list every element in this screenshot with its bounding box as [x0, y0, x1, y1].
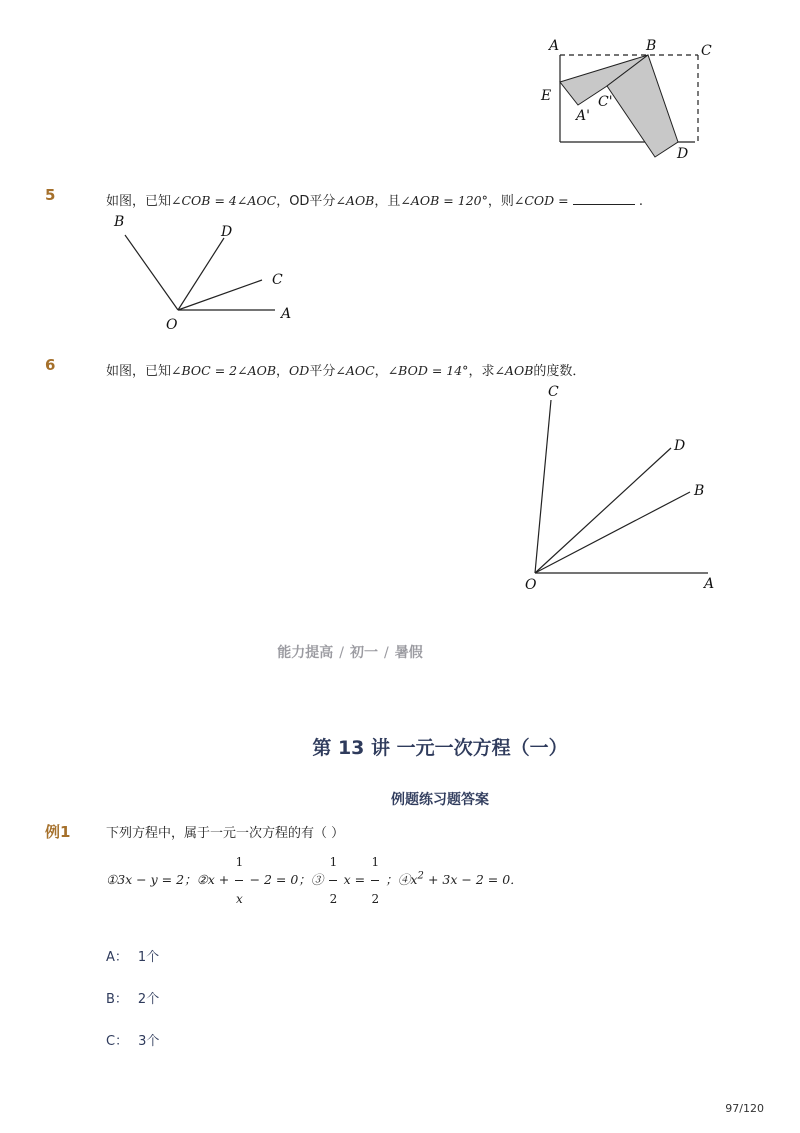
question-5-number: 5	[45, 186, 56, 204]
frac1-numerator: 1	[235, 855, 244, 869]
q6-math-3: ∠AOC	[335, 363, 375, 378]
q5-text-end: .	[638, 194, 644, 209]
breadcrumb-part-3: 暑假	[394, 645, 423, 661]
q5-ray-OB	[125, 235, 178, 310]
fold-label-E: E	[541, 88, 552, 104]
q5-text-mid3: ，则	[487, 194, 514, 209]
option-a-letter: A：	[106, 950, 128, 965]
option-b-value: 2个	[137, 992, 160, 1007]
breadcrumb-separator-1: /	[339, 645, 344, 661]
frac1-bar	[235, 880, 243, 881]
fold-label-C: C	[701, 43, 712, 59]
eq-part-4: ；④x	[385, 872, 418, 887]
q6-ray-OD	[535, 448, 671, 573]
q5-text-mid2: ，且	[374, 194, 401, 209]
q6-text-mid3: ，	[374, 364, 388, 379]
q5-label-C: C	[272, 272, 283, 288]
option-a-value: 1个	[137, 950, 160, 965]
eq-part-1: ①3x − y = 2；②x +	[106, 872, 230, 887]
q6-label-C: C	[548, 384, 559, 400]
example-1-question: 下列方程中，属于一元一次方程的有（ ）	[106, 826, 345, 841]
fold-label-D: D	[677, 146, 689, 162]
q6-text-mid4: ，求	[468, 364, 495, 379]
breadcrumb-part-2: 初一	[350, 645, 378, 661]
frac3-numerator: 1	[371, 855, 380, 869]
breadcrumb-part-1: 能力提高	[277, 645, 334, 661]
q6-label-B: B	[694, 483, 705, 499]
eq-part-2: − 2 = 0；③	[249, 872, 324, 887]
example-1-label: 例1	[45, 823, 71, 841]
q5-label-A: A	[281, 306, 292, 322]
q5-label-B: B	[114, 214, 125, 230]
option-c-value: 3个	[138, 1034, 160, 1049]
q6-ray-OC	[535, 400, 551, 573]
frac2-denominator: 2	[329, 892, 338, 906]
frac1-denominator: x	[236, 892, 243, 906]
frac3-denominator: 2	[371, 892, 380, 906]
q5-label-D: D	[221, 224, 233, 240]
q5-math-4: ∠COD =	[513, 193, 569, 208]
example-1-equations	[106, 856, 523, 905]
fold-label-A-prime: A'	[576, 108, 590, 124]
lecture-title: 第 13 讲 一元一次方程（一）	[312, 737, 568, 759]
fold-label-B: B	[646, 38, 657, 54]
eq-superscript: 2	[417, 870, 424, 882]
q6-label-A: A	[704, 576, 715, 592]
fraction-1-over-2-a	[329, 856, 337, 905]
q6-angle-figure	[515, 380, 725, 595]
eq-part-3: x =	[343, 872, 366, 887]
q5-ray-OD	[178, 238, 224, 310]
q6-math-1: ∠BOC = 2∠AOB	[171, 363, 277, 378]
fraction-1-over-2-b	[371, 856, 379, 905]
option-c-letter: C：	[106, 1034, 129, 1049]
option-b[interactable]	[106, 988, 159, 1007]
breadcrumb	[0, 642, 700, 662]
q6-math-2: OD	[289, 363, 310, 378]
q5-angle-figure	[100, 205, 310, 335]
q5-text-mid1: ，OD平分	[276, 194, 336, 209]
option-b-letter: B：	[106, 992, 128, 1007]
fold-figure	[530, 30, 730, 170]
q6-text-mid1: ，	[276, 364, 290, 379]
q6-label-D: D	[674, 438, 686, 454]
q6-text-mid2: 平分	[309, 364, 336, 379]
q6-math-4: ∠BOD = 14°	[387, 363, 469, 378]
option-c[interactable]	[106, 1030, 159, 1049]
option-a[interactable]	[106, 946, 159, 965]
fold-label-A: A	[549, 38, 560, 54]
question-6-number: 6	[45, 356, 56, 374]
q5-text-prefix: 如图，已知	[106, 194, 172, 209]
q6-text-end: 的度数．	[533, 364, 586, 379]
breadcrumb-separator-2: /	[384, 645, 389, 661]
q6-label-O: O	[525, 577, 537, 593]
section-title: 例题练习题答案	[391, 792, 489, 808]
frac2-bar	[329, 880, 337, 881]
frac2-numerator: 1	[329, 855, 338, 869]
q5-answer-blank	[573, 194, 635, 205]
fold-label-C-prime: C'	[598, 94, 613, 110]
q5-math-2: ∠AOB	[335, 193, 375, 208]
q6-ray-OB	[535, 492, 690, 573]
q5-label-O: O	[166, 317, 178, 333]
q5-math-1: ∠COB = 4∠AOC	[171, 193, 277, 208]
eq-part-5: + 3x − 2 = 0．	[427, 872, 523, 887]
q5-ray-OC	[178, 280, 262, 310]
question-6-text	[106, 360, 585, 379]
q6-math-5: ∠AOB	[494, 363, 534, 378]
q6-text-prefix: 如图，已知	[106, 364, 172, 379]
q5-math-3: ∠AOB = 120°	[400, 193, 488, 208]
page-number: 97/120	[725, 1102, 764, 1115]
fraction-1-over-x	[235, 856, 243, 905]
frac3-bar	[371, 880, 379, 881]
